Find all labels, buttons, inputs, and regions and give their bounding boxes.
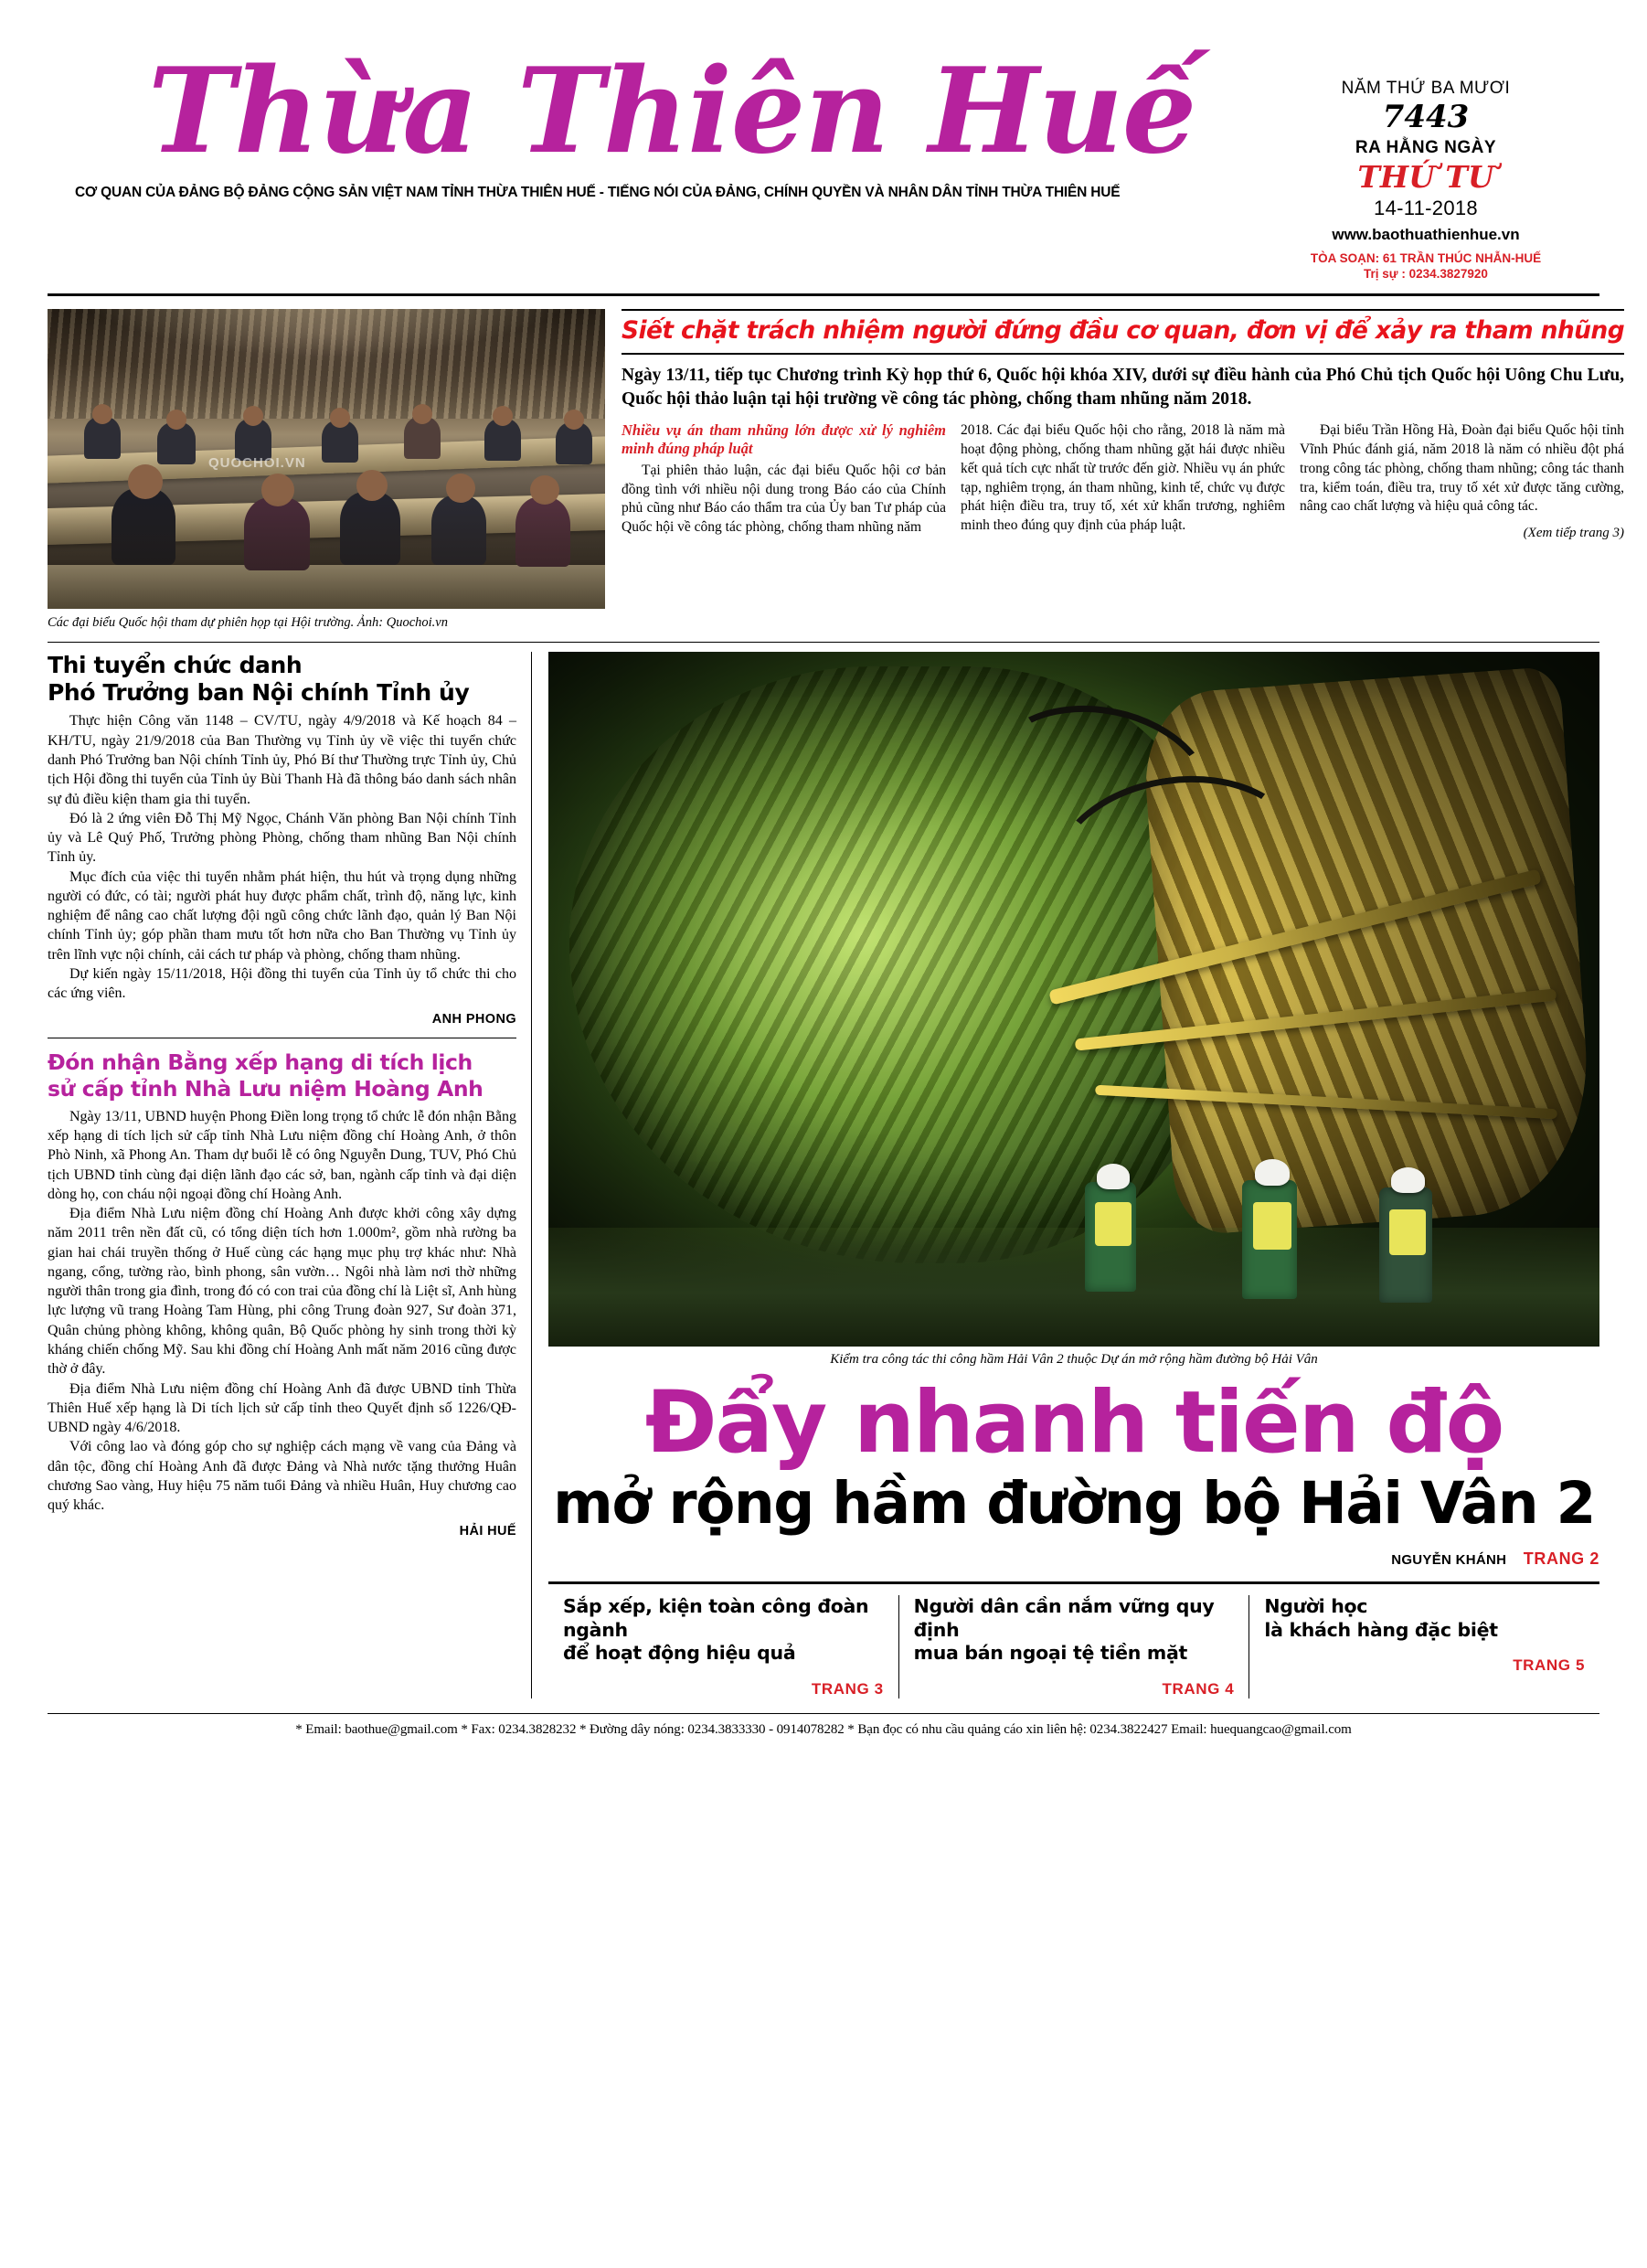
teaser-title-line1: Sắp xếp, kiện toàn công đoàn ngành	[563, 1595, 869, 1641]
issue-date: 14-11-2018	[1374, 197, 1478, 220]
issue-year-line: NĂM THỨ BA MƯƠI	[1341, 79, 1511, 98]
story-thi-tuyen	[48, 652, 516, 1027]
masthead-left	[48, 40, 1252, 201]
photo-watermark: QUOCHOI.VN	[208, 455, 306, 472]
teaser-title-line2: mua bán ngoại tệ tiền mặt	[913, 1642, 1187, 1665]
teaser-title	[1264, 1595, 1585, 1642]
top-story-col-1-text: Tại phiên thảo luận, các đại biểu Quốc hội cơ bản đồng tình với nhiều nội dung trong Báo cáo của Chính phủ cũng như Báo cáo thẩm tra của Ủy ban Tư pháp của Quốc hội về công tác phòng, chống tham nhũng năm	[622, 462, 947, 536]
paragraph: Với công lao và đóng góp cho sự nghiệp cách mạng về vang của Đảng và dân tộc, đồng chí Hoàng Anh đã được Đảng và Nhà nước tặng thưởng Huân chương Sao vàng, Huy hiệu 75 năm tuổi Đảng và nhiều Huân, Huy chương cao quý khác.	[48, 1439, 516, 1514]
teaser-page-ref[interactable]: TRANG 3	[811, 1679, 884, 1698]
office-address: TÒA SOẠN: 61 TRẦN THÚC NHẪN-HUẾ	[1310, 251, 1542, 266]
teaser-item[interactable]	[1249, 1595, 1599, 1698]
top-story-continued[interactable]: (Xem tiếp trang 3)	[1523, 526, 1625, 541]
teaser-page-ref[interactable]: TRANG 4	[1162, 1679, 1235, 1698]
parliament-photo	[48, 309, 605, 609]
left-column	[48, 652, 532, 1698]
top-story-col-1	[622, 421, 946, 542]
top-story-lead: Ngày 13/11, tiếp tục Chương trình Kỳ họp thứ 6, Quốc hội khóa XIV, dưới sự điều hành của Phó Chủ tịch Quốc hội Uông Chu Lưu, Quốc hội thảo luận tại hội trường về công tác phòng, chống tham nhũng năm 2018.	[622, 365, 1625, 409]
story-thi-tuyen-headline-line1: Thi tuyển chức danh	[48, 652, 303, 679]
story-hoang-anh-byline: HẢI HUẾ	[459, 1524, 516, 1539]
issue-frequency: RA HẰNG NGÀY	[1355, 138, 1497, 158]
story-thi-tuyen-headline[interactable]	[48, 652, 516, 706]
paragraph: Địa điểm Nhà Lưu niệm đồng chí Hoàng Anh được khởi công xây dựng năm 2011 trên nền đất cũ, có tổng diện tích hơn 1.000m², gồm nhà rường ba gian hai chái truyền thống ở Huế cùng các hạng mục phụ trợ khác như: Nhà ngang, cổng, tường rào, bình phong, sân vườn… Ngôi nhà làm nơi thờ những người thân trong gia đình, trong đó có con trai của đồng chí là Liệt sĩ, Anh hùng lực lượng vũ trang Hoàng Tam Hùng, phi công Trung đoàn 927, Sư đoàn 371, Quân chủng phòng không, không quân, Bộ Quốc phòng hy sinh trong thời kỳ kháng chiến chống Mỹ. Sau khi đồng chí Hoàng Anh mất năm 2016 cũng được thờ ở đây.	[48, 1206, 516, 1378]
top-story-section	[48, 309, 1625, 631]
section-divider	[48, 642, 1599, 643]
teaser-title	[563, 1595, 884, 1666]
masthead	[48, 40, 1599, 281]
teaser-title-line2: để hoạt động hiệu quả	[563, 1642, 796, 1665]
story-thi-tuyen-body	[48, 711, 516, 1003]
teaser-item[interactable]	[898, 1595, 1249, 1698]
top-story-photo-caption: Các đại biểu Quốc hội tham dự phiên họp tại Hội trường. Ảnh: Quochoi.vn	[48, 615, 448, 631]
masthead-divider	[48, 293, 1599, 296]
top-story-col-2-text: 2018. Các đại biểu Quốc hội cho rằng, 2018 là năm mà hoạt động phòng, chống tham nhũng gặt hái được nhiều kết quả tích cực nhất từ trước đến giờ. Nhiều vụ án phức tạp, nghiêm trọng, án tham nhũng, kinh tế, chức vụ được phát hiện điều tra, truy tố, xét xử khẩn trương, nghiêm minh theo đúng quy định của pháp luật.	[961, 422, 1286, 534]
story-hoang-anh-headline-line2: sử cấp tỉnh Nhà Lưu niệm Hoàng Anh	[48, 1075, 483, 1102]
paragraph: Ngày 13/11, UBND huyện Phong Điền long trọng tổ chức lễ đón nhận Bằng xếp hạng di tích lịch sử cấp tỉnh Nhà Lưu niệm đồng chí Hoàng Anh, ở thôn Phò Ninh, xã Phong An. Tham dự buổi lễ có ông Nguyễn Dung, TUV, Phó Chủ tịch UBND tỉnh cùng đại diện lãnh đạo các sở, ban, ngành cấp tỉnh và đại diện dòng họ, con cháu nội ngoại đồng chí Hoàng Anh.	[48, 1108, 516, 1202]
teaser-row	[548, 1595, 1599, 1698]
story-hoang-anh-headline-line1: Đón nhận Bằng xếp hạng di tích lịch	[48, 1049, 473, 1076]
feature-byline: NGUYỄN KHÁNH	[1391, 1552, 1507, 1568]
tunnel-photo-caption: Kiểm tra công tác thi công hầm Hải Vân 2 thuộc Dự án mở rộng hầm đường bộ Hải Vân	[830, 1352, 1318, 1368]
feature-title-block[interactable]	[548, 1373, 1599, 1538]
paragraph: Mục đích của việc thi tuyển nhằm phát hiện, thu hút và trọng dụng những người có đức, có tài; người phát huy được phẩm chất, trình độ, năng lực, kinh nghiệm để nâng cao chất lượng đội ngũ công chức lãnh đạo, quản lý Ban Nội chính Tỉnh ủy; góp phần tham mưu tốt hơn nữa cho Ban Thường vụ Tỉnh ủy trên lĩnh vực nội chính, cải cách tư pháp và phòng, chống tham nhũng.	[48, 868, 516, 963]
feature-title-line2: mở rộng hầm đường bộ Hải Vân 2	[553, 1470, 1595, 1538]
teaser-title	[914, 1595, 1235, 1666]
teaser-title-line2: là khách hàng đặc biệt	[1264, 1618, 1498, 1641]
paragraph: Đó là 2 ứng viên Đỗ Thị Mỹ Ngọc, Chánh Văn phòng Ban Nội chính Tỉnh ủy và Lê Quý Phố, Trưởng phòng Phòng, chống tham nhũng Ban Nội chính Tỉnh ủy.	[48, 810, 516, 866]
top-story-subhead: Nhiều vụ án tham nhũng lớn được xử lý nghiêm minh đúng pháp luật	[622, 421, 947, 458]
paper-title: Thừa Thiên Huế	[148, 43, 1196, 180]
teaser-item[interactable]	[548, 1595, 898, 1698]
story-hoang-anh-body	[48, 1107, 516, 1516]
feature-page-ref[interactable]: TRANG 2	[1523, 1549, 1599, 1568]
issue-number: 7443	[1382, 99, 1470, 135]
story-thi-tuyen-byline: ANH PHONG	[431, 1012, 516, 1028]
main-section	[48, 652, 1599, 1698]
paragraph: Dự kiến ngày 15/11/2018, Hội đồng thi tuyển của Tỉnh ủy tổ chức thi cho các ứng viên.	[48, 965, 516, 1002]
top-story-col-3	[1300, 421, 1624, 542]
story-hoang-anh-headline[interactable]	[48, 1049, 516, 1101]
teaser-title-line1: Người dân cần nắm vững quy định	[913, 1595, 1215, 1641]
teaser-title-line1: Người học	[1264, 1595, 1368, 1617]
feature-title-line1: Đẩy nhanh tiến độ	[644, 1373, 1504, 1474]
paper-subtitle: CƠ QUAN CỦA ĐẢNG BỘ ĐẢNG CỘNG SẢN VIỆT NAM TỈNH THỪA THIÊN HUẾ - TIẾNG NÓI CỦA ĐẢNG, CHÍNH QUYỀN VÀ NHÂN DÂN TỈNH THỪA THIÊN HUẾ	[75, 184, 1121, 200]
top-story-text-column	[605, 309, 1624, 631]
story-hoang-anh	[48, 1049, 516, 1539]
office-phone: Trị sự : 0234.3827920	[1364, 267, 1488, 282]
right-column	[532, 652, 1599, 1698]
top-story-headline[interactable]: Siết chặt trách nhiệm người đứng đầu cơ quan, đơn vị để xảy ra tham nhũng	[622, 309, 1624, 354]
teaser-divider	[548, 1581, 1599, 1584]
tunnel-photo	[548, 652, 1599, 1347]
top-story-col-3-text: Đại biểu Trần Hồng Hà, Đoàn đại biểu Quốc hội tỉnh Vĩnh Phúc đánh giá, năm 2018 là năm có nhiều đột phá trong công tác phòng, chống tham nhũng; công tác thanh tra, kiểm toán, điều tra, truy tố xét xử được tăng cường, nâng cao chất lượng và hiệu quả công tác.	[1300, 422, 1625, 515]
top-story-photo-column	[48, 309, 605, 631]
issue-weekday: THỨ TƯ	[1357, 159, 1494, 196]
website-url[interactable]: www.baothuathienhue.vn	[1332, 226, 1520, 244]
top-story-columns	[622, 421, 1624, 542]
paragraph: Địa điểm Nhà Lưu niệm đồng chí Hoàng Anh đã được UBND tỉnh Thừa Thiên Huế xếp hạng là Di tích lịch sử cấp tỉnh theo Quyết định số 1226/QĐ-UBND ngày 4/6/2018.	[48, 1380, 516, 1436]
footer-contact: * Email: baothue@gmail.com * Fax: 0234.3828232 * Đường dây nóng: 0234.3833330 - 0914078282 * Bạn đọc có nhu cầu quảng cáo xin liên hệ: 0234.3822427 Email: huequangcao@gmail.com	[295, 1721, 1352, 1737]
paragraph: Thực hiện Công văn 1148 – CV/TU, ngày 4/9/2018 và Kế hoạch 84 – KH/TU, ngày 21/9/2018 của Ban Thường vụ Tỉnh ủy về việc thi tuyển chức danh Phó Trưởng ban Nội chính Tỉnh ủy, Phó Bí thư Thường trực Tỉnh ủy, Chủ tịch Hội đồng thi tuyển của Tỉnh ủy Bùi Thanh Hà đã thông báo danh sách nhân sự đủ điều kiện tham gia thi tuyển.	[48, 713, 516, 807]
story-thi-tuyen-headline-line2: Phó Trưởng ban Nội chính Tỉnh ủy	[48, 678, 470, 706]
teaser-page-ref[interactable]: TRANG 5	[1513, 1656, 1586, 1675]
masthead-info	[1252, 40, 1599, 281]
feature-credit	[548, 1549, 1599, 1569]
top-story-col-2	[961, 421, 1285, 542]
